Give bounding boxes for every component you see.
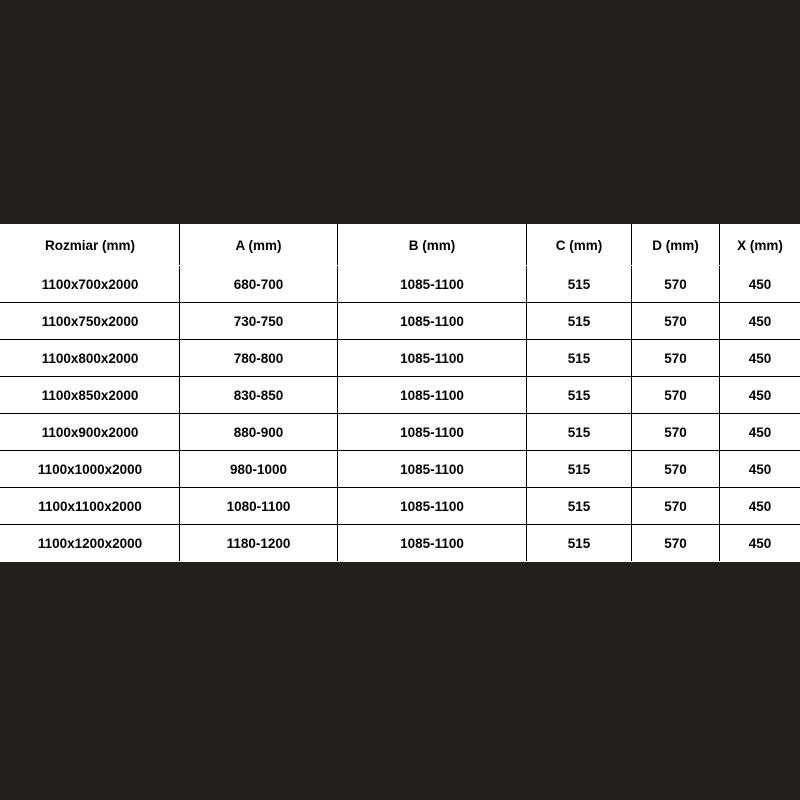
table-row [1,525,800,562]
table-row [1,451,800,488]
cell-x: 450 [720,377,800,414]
cell-b: 1085-1100 [338,488,527,525]
cell-size: 1100x800x2000 [1,340,180,377]
cell-size: 1100x1200x2000 [1,525,180,562]
cell-x: 450 [720,340,800,377]
cell-d: 570 [632,414,720,451]
cell-b: 1085-1100 [338,340,527,377]
cell-size: 1100x850x2000 [1,377,180,414]
cell-d: 570 [632,488,720,525]
table-row [1,303,800,340]
cell-b: 1085-1100 [338,377,527,414]
table-row [1,266,800,303]
table-header-row [1,225,800,266]
cell-size: 1100x750x2000 [1,303,180,340]
cell-d: 570 [632,377,720,414]
cell-c: 515 [527,451,632,488]
cell-a: 1180-1200 [180,525,338,562]
cell-a: 830-850 [180,377,338,414]
cell-d: 570 [632,303,720,340]
cell-a: 880-900 [180,414,338,451]
dimensions-table [0,224,800,562]
cell-d: 570 [632,525,720,562]
cell-c: 515 [527,377,632,414]
cell-x: 450 [720,303,800,340]
cell-x: 450 [720,488,800,525]
cell-a: 1080-1100 [180,488,338,525]
cell-c: 515 [527,488,632,525]
column-header-d: D (mm) [632,225,720,266]
cell-x: 450 [720,414,800,451]
cell-d: 570 [632,340,720,377]
cell-b: 1085-1100 [338,303,527,340]
cell-size: 1100x1100x2000 [1,488,180,525]
cell-c: 515 [527,414,632,451]
cell-x: 450 [720,525,800,562]
cell-a: 680-700 [180,266,338,303]
cell-b: 1085-1100 [338,451,527,488]
column-header-rozmiar: Rozmiar (mm) [1,225,180,266]
cell-c: 515 [527,303,632,340]
table-row [1,414,800,451]
column-header-b: B (mm) [338,225,527,266]
cell-b: 1085-1100 [338,414,527,451]
cell-size: 1100x900x2000 [1,414,180,451]
cell-c: 515 [527,525,632,562]
cell-d: 570 [632,266,720,303]
cell-c: 515 [527,340,632,377]
column-header-x: X (mm) [720,225,800,266]
cell-size: 1100x700x2000 [1,266,180,303]
cell-a: 980-1000 [180,451,338,488]
cell-x: 450 [720,266,800,303]
cell-d: 570 [632,451,720,488]
spec-table-container [0,224,800,562]
table-row [1,488,800,525]
column-header-c: C (mm) [527,225,632,266]
cell-a: 780-800 [180,340,338,377]
cell-b: 1085-1100 [338,266,527,303]
cell-size: 1100x1000x2000 [1,451,180,488]
table-row [1,340,800,377]
cell-b: 1085-1100 [338,525,527,562]
cell-x: 450 [720,451,800,488]
cell-a: 730-750 [180,303,338,340]
cell-c: 515 [527,266,632,303]
column-header-a: A (mm) [180,225,338,266]
table-row [1,377,800,414]
